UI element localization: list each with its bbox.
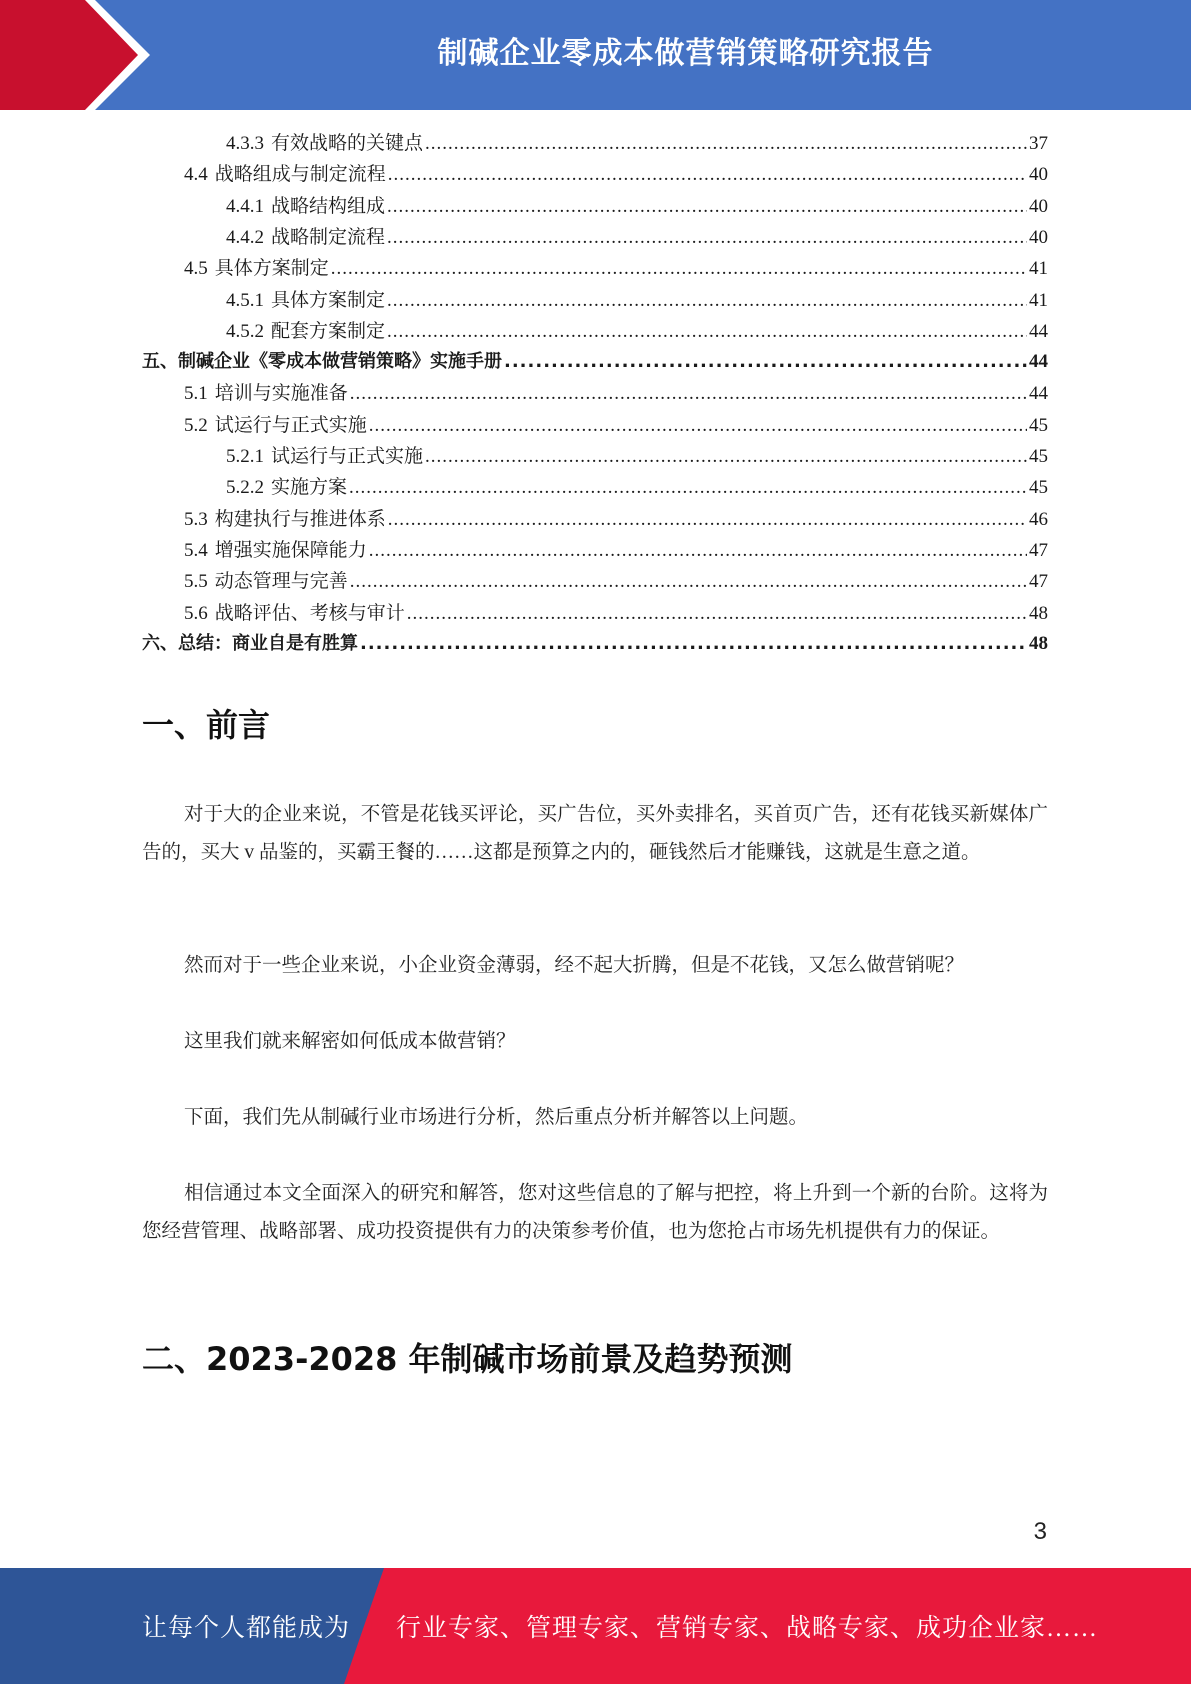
toc-entry[interactable] bbox=[142, 285, 1048, 316]
toc-entry[interactable] bbox=[142, 472, 1048, 503]
toc-entry-page: 40 bbox=[1029, 195, 1048, 217]
toc-entry[interactable] bbox=[142, 410, 1048, 441]
toc-entry-page: 45 bbox=[1029, 414, 1048, 436]
preface-paragraph: 然而对于一些企业来说，小企业资金薄弱，经不起大折腾，但是不花钱，又怎么做营销呢？ bbox=[184, 955, 965, 976]
toc-entry[interactable] bbox=[142, 566, 1048, 597]
toc-dot-leader bbox=[387, 290, 1027, 312]
toc-dot-leader bbox=[350, 571, 1027, 593]
toc-entry[interactable] bbox=[142, 159, 1048, 190]
toc-entry-title: 实施方案 bbox=[271, 477, 348, 499]
toc-entry-page: 47 bbox=[1029, 539, 1048, 561]
toc-entry-number: 5.4 bbox=[184, 539, 208, 561]
toc-entry[interactable] bbox=[142, 629, 1048, 660]
toc-entry-number: 5.3 bbox=[184, 508, 208, 530]
toc-entry-page: 41 bbox=[1029, 258, 1048, 280]
toc-entry[interactable] bbox=[142, 347, 1048, 378]
toc-dot-leader bbox=[504, 351, 1027, 372]
header-chevron-icon bbox=[0, 0, 160, 110]
toc-entry[interactable] bbox=[142, 222, 1048, 253]
toc-entry-page: 44 bbox=[1029, 320, 1048, 342]
toc-entry-page: 37 bbox=[1029, 133, 1048, 154]
toc-entry-number: 5.5 bbox=[184, 571, 208, 593]
toc-entry-page: 47 bbox=[1029, 571, 1048, 593]
toc-entry-number: 5.2.1 bbox=[226, 446, 264, 467]
toc-dot-leader bbox=[360, 633, 1027, 654]
page-number: 3 bbox=[1033, 1518, 1047, 1545]
toc-entry-number: 5.6 bbox=[184, 602, 208, 624]
toc-entry-page: 45 bbox=[1029, 446, 1048, 467]
toc-entry-number: 4.5.1 bbox=[226, 289, 264, 311]
toc-entry-number: 4.4 bbox=[184, 164, 208, 186]
toc-entry-title: 战略组成与制定流程 bbox=[214, 164, 386, 186]
toc-entry-number: 4.4.1 bbox=[226, 195, 264, 217]
toc-entry-title: 构建执行与推进体系 bbox=[214, 508, 386, 530]
toc-entry-title: 配套方案制定 bbox=[271, 320, 386, 342]
toc-entry-page: 46 bbox=[1029, 508, 1048, 530]
toc-dot-leader bbox=[387, 196, 1027, 218]
toc-entry[interactable] bbox=[142, 253, 1048, 284]
toc-entry-title: 增强实施保障能力 bbox=[214, 539, 367, 561]
toc-entry-title: 具体方案制定 bbox=[271, 289, 386, 311]
toc-entry-number: 5.2.2 bbox=[226, 477, 264, 499]
toc-dot-leader bbox=[369, 540, 1027, 562]
toc-entry-title: 试运行与正式实施 bbox=[214, 414, 367, 436]
document-title: 制碱企业零成本做营销策略研究报告 bbox=[437, 36, 934, 71]
section-2-heading: 二、2023-2028 年制碱市场前景及趋势预测 bbox=[142, 1340, 793, 1378]
preface-paragraph: 对于大的企业来说，不管是花钱买评论，买广告位，买外卖排名，买首页广告，还有花钱买新媒体广告的，买大 v 品鉴的，买霸王餐的……这都是预算之内的，砸钱然后才能赚钱，这就是生意之道。 bbox=[142, 804, 1048, 863]
toc-dot-leader bbox=[425, 133, 1027, 155]
toc-entry-title: 试运行与正式实施 bbox=[271, 446, 424, 467]
toc-entry-title: 有效战略的关键点 bbox=[271, 133, 424, 154]
toc-entry-title: 战略结构组成 bbox=[271, 195, 386, 217]
toc-dot-leader bbox=[387, 227, 1027, 249]
toc-entry[interactable] bbox=[142, 535, 1048, 566]
toc-entry[interactable] bbox=[142, 441, 1048, 472]
toc-entry-number: 5.1 bbox=[184, 383, 208, 405]
toc-dot-leader bbox=[388, 509, 1027, 531]
toc-dot-leader bbox=[388, 164, 1027, 186]
toc-dot-leader bbox=[369, 415, 1027, 437]
toc-entry[interactable] bbox=[142, 316, 1048, 347]
toc-entry-page: 44 bbox=[1029, 383, 1048, 405]
toc-entry-number: 5.2 bbox=[184, 414, 208, 436]
preface-paragraph: 相信通过本文全面深入的研究和解答，您对这些信息的了解与把控，将上升到一个新的台阶。这将为您经营管理、战略部署、成功投资提供有力的决策参考价值，也为您抢占市场先机提供有力的保证。 bbox=[142, 1183, 1048, 1242]
toc-entry-title: 战略评估、考核与审计 bbox=[214, 602, 405, 624]
toc-entry-page: 48 bbox=[1029, 602, 1048, 624]
toc-entry[interactable] bbox=[142, 128, 1048, 159]
page-header bbox=[0, 0, 1191, 110]
toc-entry-page: 45 bbox=[1029, 477, 1048, 499]
toc-entry-page: 40 bbox=[1029, 164, 1048, 186]
toc-dot-leader bbox=[349, 477, 1027, 499]
footer-slogan-left: 让每个人都能成为 bbox=[142, 1615, 351, 1642]
toc-entry-number: 4.4.2 bbox=[226, 226, 264, 248]
toc-entry[interactable] bbox=[142, 378, 1048, 409]
toc-entry-title: 培训与实施准备 bbox=[214, 383, 348, 405]
preface-paragraph: 这里我们就来解密如何低成本做营销？ bbox=[184, 1031, 516, 1052]
toc-dot-leader bbox=[387, 321, 1027, 343]
page-footer bbox=[0, 1568, 1191, 1684]
toc-entry-page: 44 bbox=[1029, 351, 1048, 373]
toc-entry-title: 六、总结：商业自是有胜算 bbox=[142, 632, 358, 654]
preface-paragraph: 下面，我们先从制碱行业市场进行分析，然后重点分析并解答以上问题。 bbox=[184, 1107, 809, 1128]
preface-heading: 一、前言 bbox=[142, 706, 271, 744]
toc-entry-title: 五、制碱企业《零成本做营销策略》实施手册 bbox=[142, 351, 502, 373]
toc-entry-title: 具体方案制定 bbox=[214, 258, 329, 280]
toc-entry-title: 战略制定流程 bbox=[271, 226, 386, 248]
toc-entry[interactable] bbox=[142, 598, 1048, 629]
toc-entry-number: 4.5.2 bbox=[226, 320, 264, 342]
toc-entry-page: 41 bbox=[1029, 289, 1048, 311]
toc-dot-leader bbox=[407, 603, 1027, 625]
toc-entry[interactable] bbox=[142, 504, 1048, 535]
toc-dot-leader bbox=[350, 383, 1027, 405]
toc-entry-title: 动态管理与完善 bbox=[214, 571, 348, 593]
toc-entry-page: 40 bbox=[1029, 226, 1048, 248]
toc-entry-number: 4.3.3 bbox=[226, 133, 264, 154]
footer-slogan-right: 行业专家、管理专家、营销专家、战略专家、成功企业家…… bbox=[396, 1615, 1099, 1642]
toc-dot-leader bbox=[425, 446, 1027, 468]
toc-entry[interactable] bbox=[142, 191, 1048, 222]
toc-entry-number: 4.5 bbox=[184, 258, 208, 280]
toc-entry-page: 48 bbox=[1029, 632, 1048, 654]
toc-dot-leader bbox=[331, 258, 1027, 280]
